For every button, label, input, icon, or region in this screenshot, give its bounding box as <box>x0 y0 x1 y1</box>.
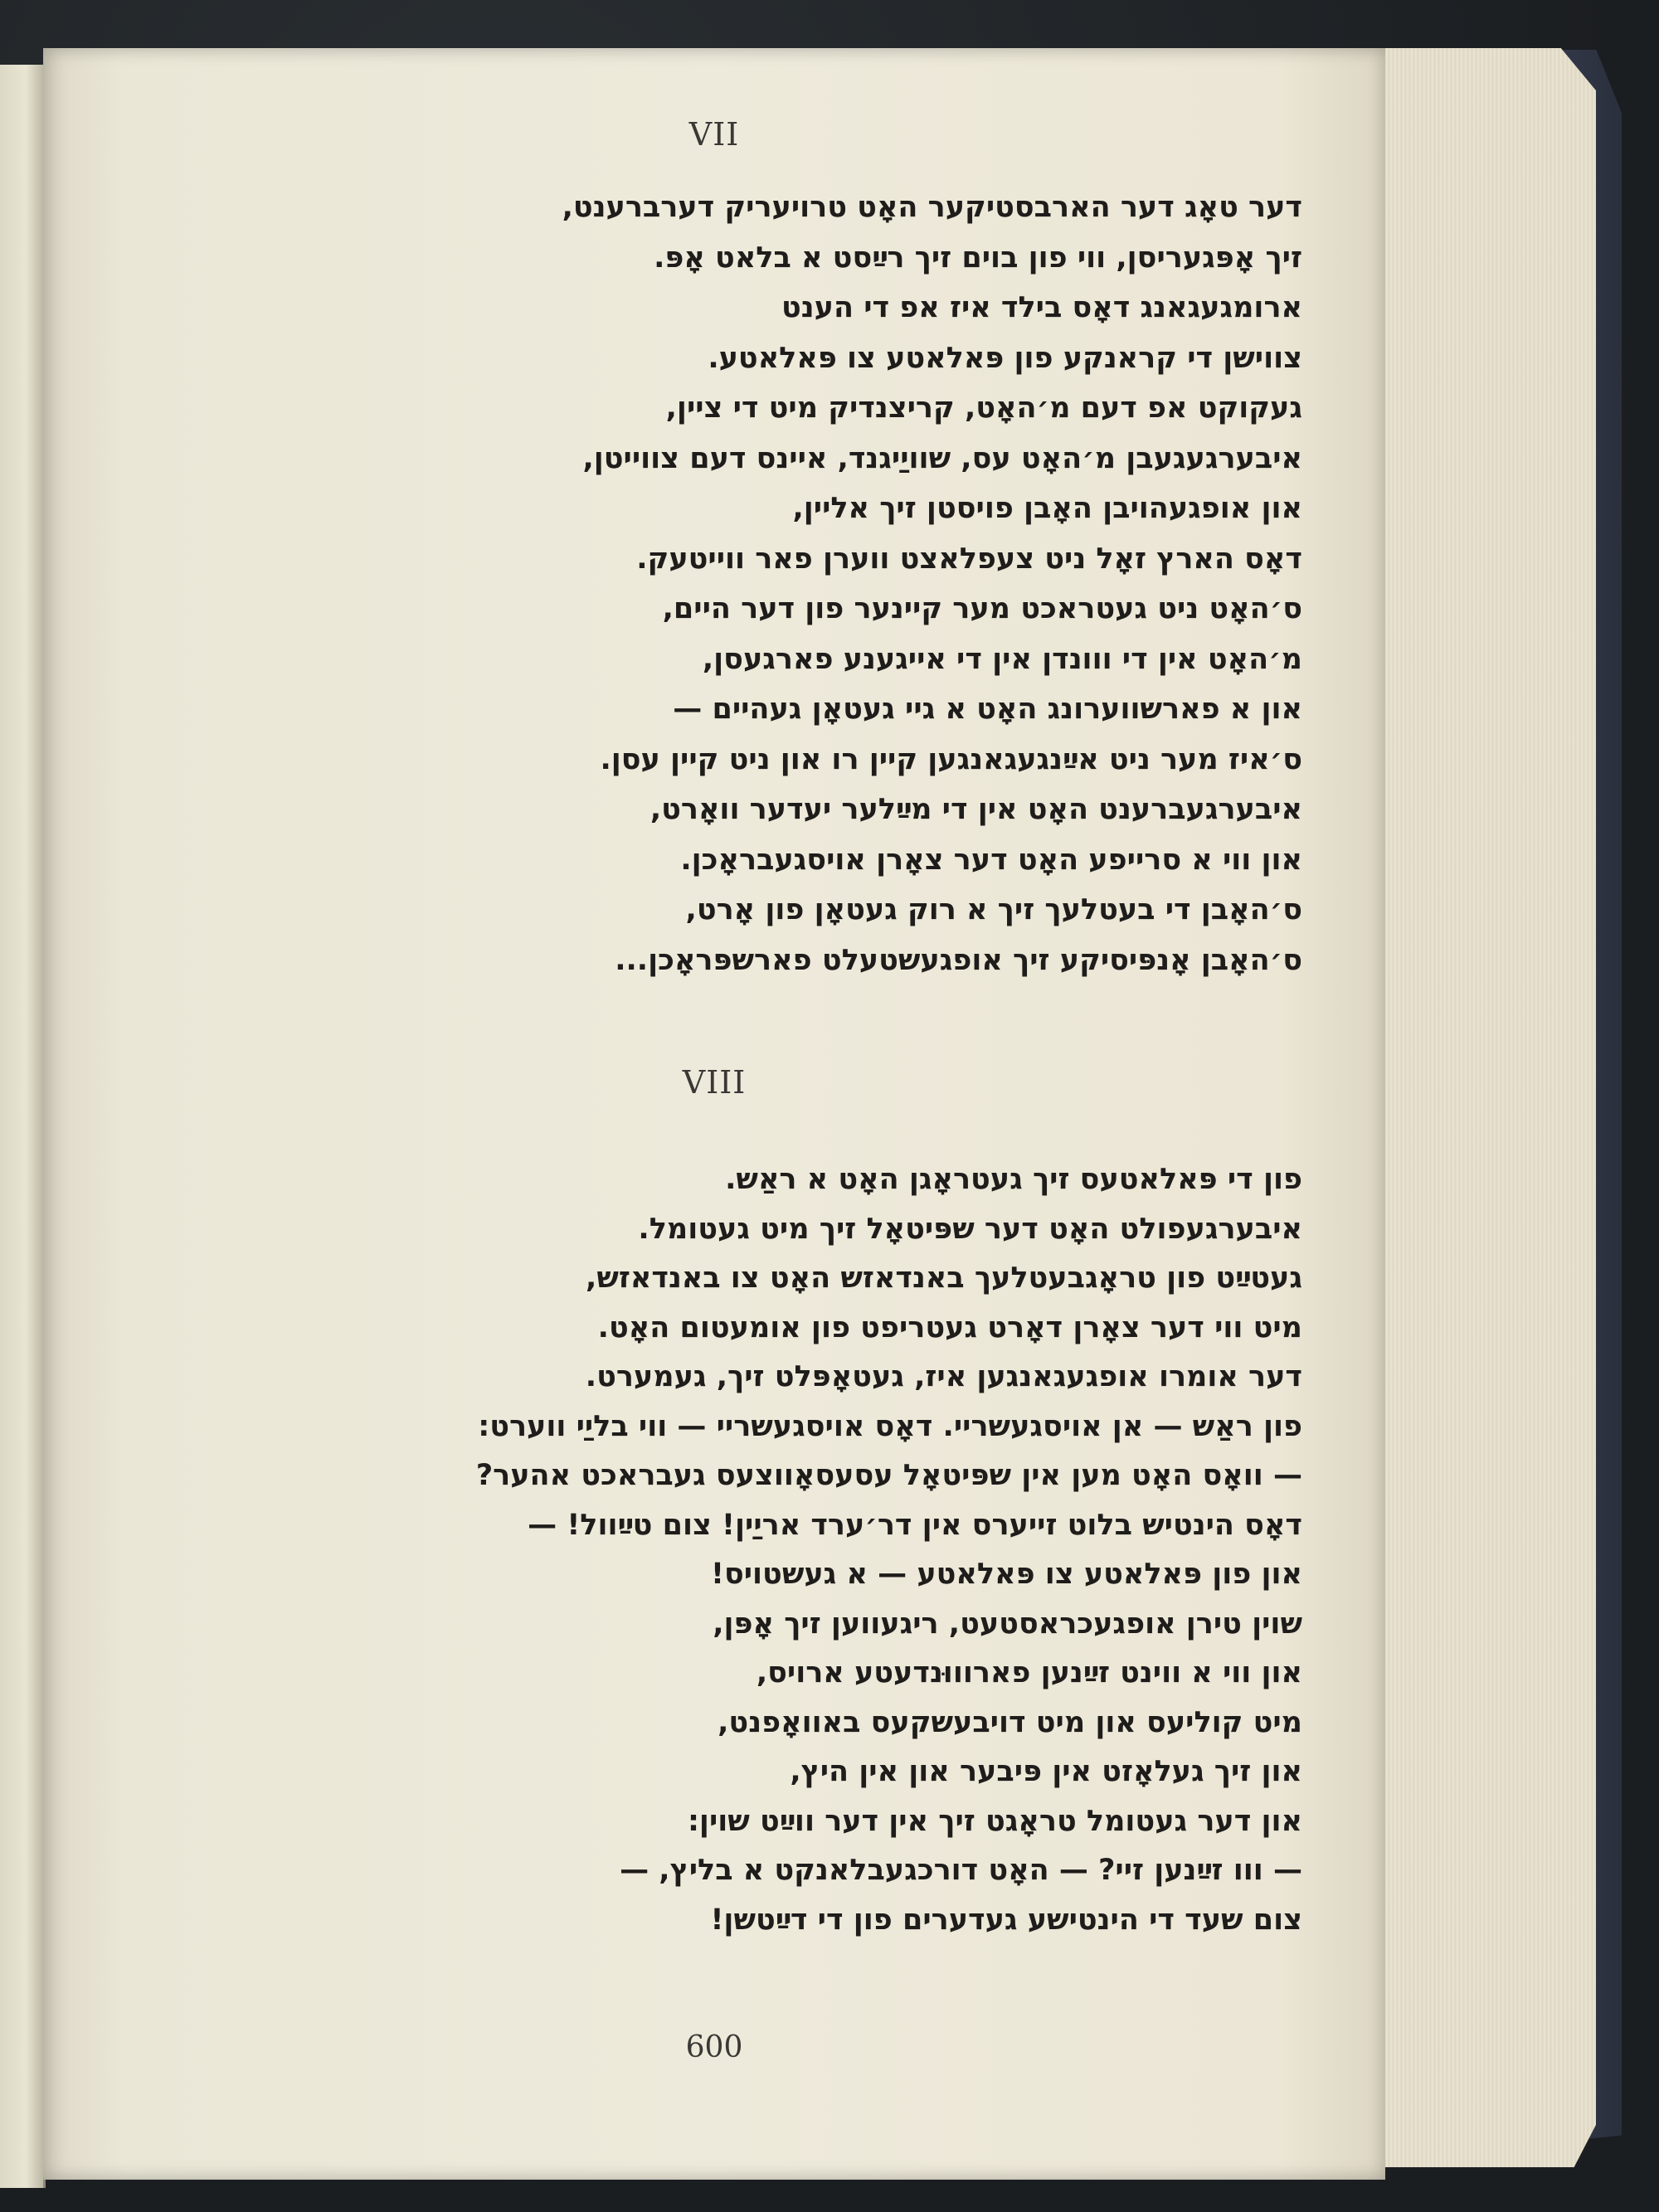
verse-line: ס׳איז מער ניט אײַנגעגאנגען קיין רו און ניט קיין עסן. <box>600 742 1302 776</box>
verse-line: — ווו זײַנען זיי? — האָט דורכגעבלאנקט א בליץ, — <box>620 1854 1302 1887</box>
poem-section-viii <box>324 1155 1302 1945</box>
verse-line: שוין טירן אופגעכראסטעט, ריגעווען זיך אָפּן, <box>713 1607 1302 1641</box>
page-stack-edge <box>1377 48 1596 2167</box>
verse-line: דער אומרו אופגעגאנגען איז, געטאָפּלט זיך, געמערט. <box>585 1360 1302 1393</box>
verse-line: ס׳האָט ניט געטראכט מער קיינער פון דער היים, <box>662 592 1302 625</box>
verse-line: זיך אָפּגעריסן, ווי פון בוים זיך רײַסט א בלאט אָפּ. <box>654 241 1302 275</box>
section-numeral-viii: VIII <box>682 1064 747 1101</box>
verse-line: — וואָס האָט מען אין שפּיטאָל עסעסאָווצעס געבראכט אהער? <box>475 1459 1302 1492</box>
book-page <box>43 48 1385 2180</box>
left-page-edge <box>0 65 46 2188</box>
verse-line: איבערגעגעבן מ׳האָט עס, שוויַיגנד, איינס דעם צווייטן, <box>582 441 1302 475</box>
verse-line: און פון פּאלאטע צו פּאלאטע — א געשטויס! <box>710 1558 1302 1591</box>
verse-line: איבערגעברענט האָט אין די מײַלער יעדער וואָרט, <box>649 793 1302 826</box>
verse-line: פון ראַש — אן אויסגעשריי. דאָס אויסגעשריי — ווי בליַי ווערט: <box>478 1409 1302 1443</box>
verse-line: און ווי א ווינט זײַנען פארוווּנדעטע ארויס, <box>756 1656 1302 1689</box>
verse-line: צום שעד די הינטישע געדערים פון די דײַטשן! <box>710 1903 1302 1937</box>
poem-section-vii <box>324 182 1302 985</box>
verse-line: און זיך געלאָזט אין פּיבער און אין היץ, <box>790 1755 1302 1788</box>
verse-line: דער טאָג דער הארבסטיקער האָט טרויעריק דערברענט, <box>562 191 1302 224</box>
verse-line: און אופגעהויבן האָבן פויסטן זיך אליין, <box>792 492 1302 525</box>
section-numeral-vii: VII <box>688 116 740 153</box>
verse-line: דאָס הארץ זאָל ניט צעפלאצט ווערן פאר ווייטעק. <box>636 542 1302 576</box>
page-number: 600 <box>685 2030 743 2064</box>
verse-line: ס׳האָבן די בעטלעך זיך א רוק געטאָן פון אָרט, <box>685 893 1302 926</box>
verse-line: ארומגעגאנג דאָס בילד איז אפ די הענט <box>781 291 1302 324</box>
verse-line: צווישן די קראנקע פון פּאלאטע צו פּאלאטע. <box>708 341 1302 375</box>
verse-line: געטײַט פון טראָגבעטלעך באנדאזש האָט צו באנדאזש, <box>586 1262 1302 1295</box>
verse-line: ס׳האָבן אָנפּיסיקע זיך אופגעשטעלט פארשפּראָכן... <box>615 943 1302 977</box>
verse-line: און ווי א סרייפע האָט דער צאָרן אויסגעבראָכן. <box>680 843 1302 877</box>
verse-line: דאָס הינטיש בלוט זייערס אין דר׳ערד אריַין! צום טײַוול! — <box>528 1508 1302 1542</box>
verse-line: געקוקט אפ דעם מ׳האָט, קריצנדיק מיט די ציין, <box>665 391 1302 425</box>
verse-line: איבערגעפולט האָט דער שפּיטאָל זיך מיט געטומל. <box>638 1212 1302 1246</box>
verse-line: מיט ווי דער צאָרן דאָרט געטריפט פון אומעטום האָט. <box>597 1310 1302 1344</box>
verse-line: מ׳האָט אין די ווונדן אין די אייגענע פארגעסן, <box>702 642 1302 676</box>
verse-line: און א פארשווערונג האָט א גיי געטאָן געהיים — <box>673 693 1302 726</box>
verse-line: מיט קוליעס און מיט דויבעשקעס באוואָפנט, <box>718 1705 1302 1739</box>
verse-line: פון די פּאלאטעס זיך געטראָגן האָט א ראַש. <box>725 1163 1302 1196</box>
verse-line: און דער געטומל טראָגט זיך אין דער ווײַט שוין: <box>687 1804 1302 1838</box>
